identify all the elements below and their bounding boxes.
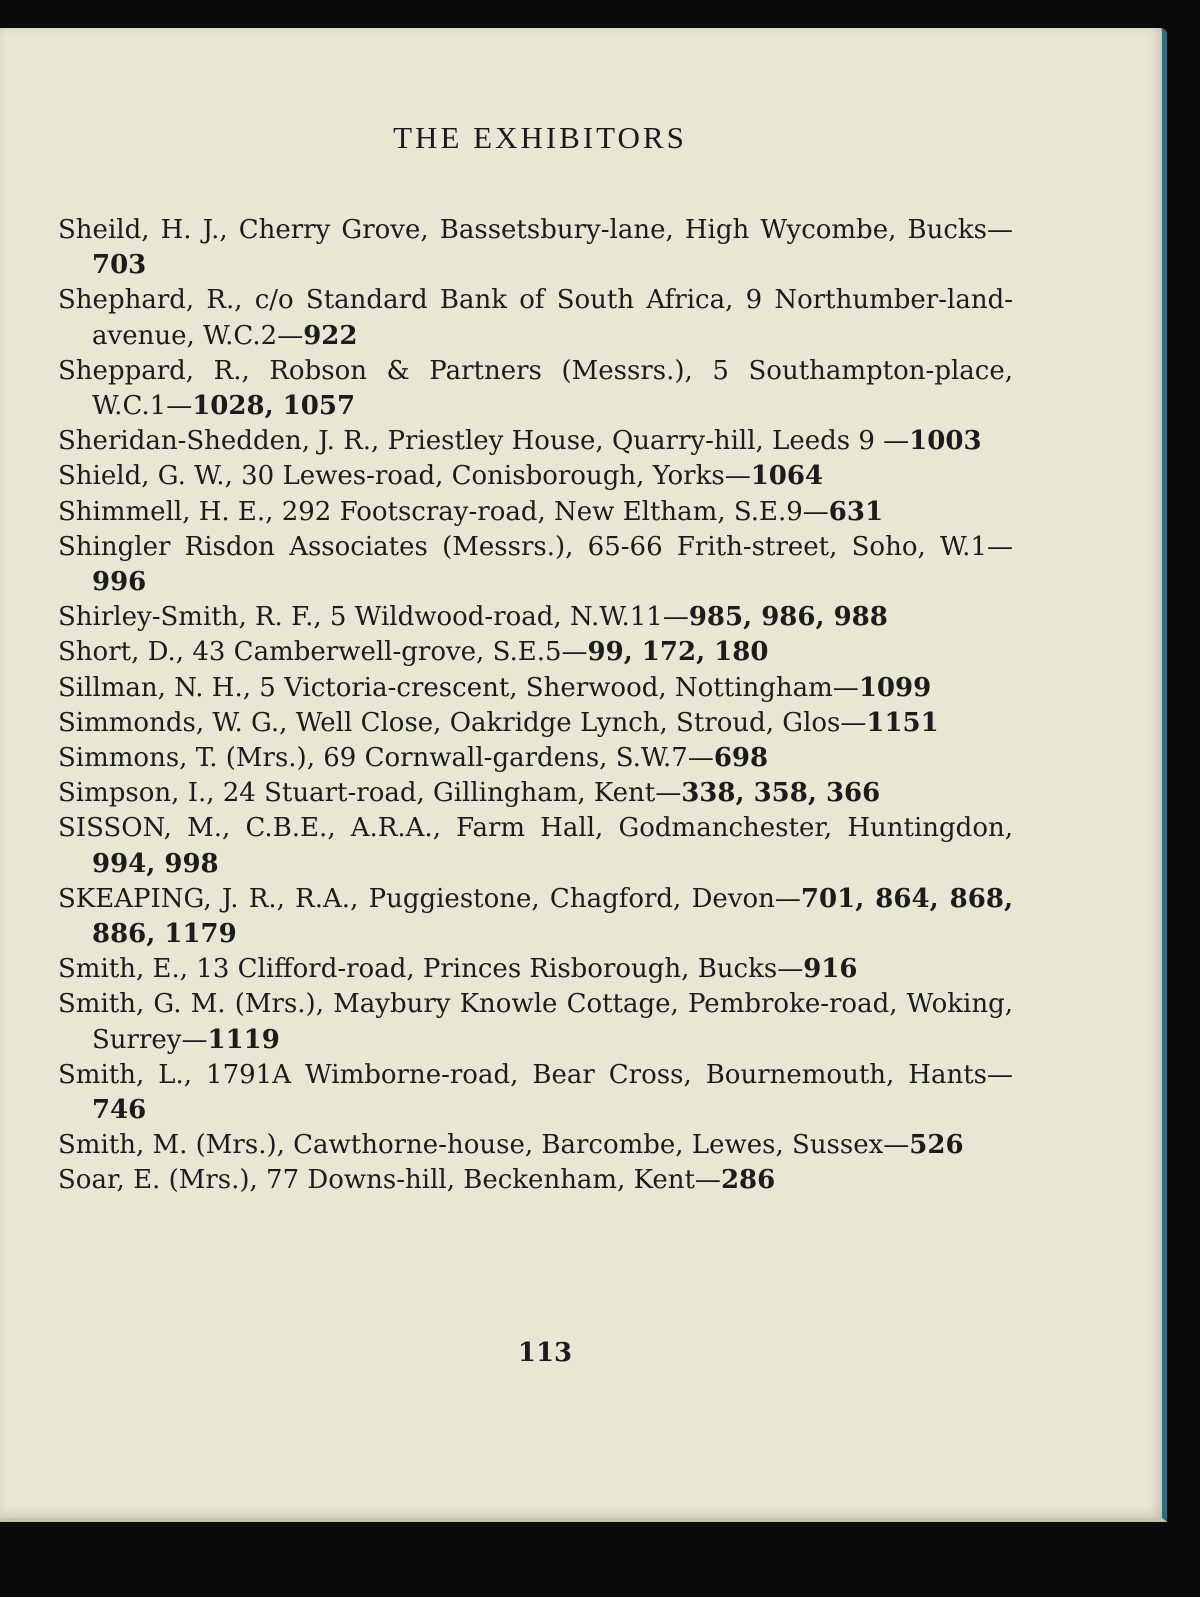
entry-catalogue-numbers: 1003 (909, 426, 982, 457)
page-number: 113 (517, 1338, 573, 1368)
list-item (58, 952, 1013, 987)
entry-catalogue-numbers: 1064 (750, 461, 824, 492)
entry-details: Simmonds, W. G., Well Close, Oakridge Lynch, Stroud, Glos— (58, 707, 867, 738)
entry-catalogue-numbers: 703 (92, 250, 147, 281)
entry-details: SKEAPING, J. R., R.A., Puggiestone, Chagford, Devon— (58, 883, 801, 914)
entry-catalogue-numbers: 701, 864, 868, 886, 1179 (92, 883, 1013, 950)
entry-catalogue-numbers: 698 (713, 743, 769, 774)
list-item (58, 1163, 1013, 1198)
entry-details: Sheridan-Shedden, J. R., Priestley House, Quarry-hill, Leeds 9 — (58, 426, 910, 457)
page-heading: THE EXHIBITORS (393, 120, 687, 155)
entry-details: Smith, E., 13 Clifford-road, Princes Risborough, Bucks— (58, 954, 804, 985)
entry-details: Shirley-Smith, R. F., 5 Wildwood-road, N.W.11— (58, 602, 689, 633)
list-item (58, 987, 1013, 1057)
entry-details: Sillman, N. H., 5 Victoria-crescent, Sherwood, Nottingham— (58, 672, 859, 703)
entry-catalogue-numbers: 985, 986, 988 (688, 602, 888, 633)
exhibitor-list (58, 213, 1013, 1199)
entry-catalogue-numbers: 1028, 1057 (192, 391, 356, 422)
entry-details: Shingler Risdon Associates (Messrs.), 65-66 Frith-street, Soho, W.1— (58, 531, 1013, 562)
entry-catalogue-numbers: 1151 (866, 707, 939, 738)
list-item (58, 213, 1013, 283)
list-item (58, 1128, 1013, 1163)
list-item (58, 600, 1013, 635)
entry-details: Sheppard, R., Robson & Partners (Messrs.), 5 Southampton-place, W.C.1— (58, 355, 1013, 422)
list-item (58, 354, 1013, 424)
list-item (58, 495, 1013, 530)
list-item (58, 424, 1013, 459)
entry-details: Smith, G. M. (Mrs.), Maybury Knowle Cottage, Pembroke-road, Woking, Surrey— (58, 989, 1013, 1055)
book-page (0, 28, 1167, 1522)
entry-details: Smith, L., 1791A Wimborne-road, Bear Cross, Bournemouth, Hants— (58, 1059, 1013, 1090)
entry-details: Short, D., 43 Camberwell-grove, S.E.5— (58, 637, 588, 668)
entry-details: Soar, E. (Mrs.), 77 Downs-hill, Beckenham, Kent— (58, 1165, 721, 1196)
entry-catalogue-numbers: 631 (828, 496, 884, 527)
list-item (58, 283, 1013, 353)
list-item (58, 706, 1013, 741)
entry-catalogue-numbers: 916 (803, 954, 858, 985)
list-item (58, 811, 1013, 881)
entry-details: Sheild, H. J., Cherry Grove, Bassetsbury-lane, High Wycombe, Bucks— (58, 215, 1013, 245)
entry-catalogue-numbers: 746 (92, 1095, 147, 1126)
entry-details: Simpson, I., 24 Stuart-road, Gillingham, Kent— (58, 778, 682, 809)
entry-details: Shephard, R., c/o Standard Bank of South Africa, 9 Northumber-land-avenue, W.C.2— (58, 285, 1013, 351)
entry-details: Shimmell, H. E., 292 Footscray-road, New Eltham, S.E.9— (58, 496, 829, 527)
list-item (58, 530, 1013, 600)
list-item (58, 459, 1013, 494)
list-item (58, 635, 1013, 670)
entry-catalogue-numbers: 922 (303, 320, 358, 351)
list-item (58, 671, 1013, 706)
list-item (58, 1058, 1013, 1128)
entry-details: Smith, M. (Mrs.), Cawthorne-house, Barcombe, Lewes, Sussex— (58, 1130, 910, 1161)
entry-catalogue-numbers: 996 (92, 567, 147, 598)
entry-catalogue-numbers: 286 (720, 1165, 776, 1196)
entry-catalogue-numbers: 526 (909, 1130, 964, 1161)
entry-catalogue-numbers: 1099 (858, 672, 932, 703)
list-item (58, 882, 1013, 952)
list-item (58, 741, 1013, 776)
entry-details: Simmons, T. (Mrs.), 69 Cornwall-gardens, S.W.7— (58, 743, 714, 774)
list-item (58, 776, 1013, 811)
entry-catalogue-numbers: 1119 (207, 1024, 280, 1055)
entry-details: SISSON, M., C.B.E., A.R.A., Farm Hall, Godmanchester, Huntingdon, (58, 813, 1013, 844)
entry-details: Shield, G. W., 30 Lewes-road, Conisborough, Yorks— (58, 461, 751, 492)
entry-catalogue-numbers: 338, 358, 366 (681, 778, 881, 809)
entry-catalogue-numbers: 99, 172, 180 (587, 637, 769, 668)
entry-catalogue-numbers: 994, 998 (92, 848, 219, 879)
